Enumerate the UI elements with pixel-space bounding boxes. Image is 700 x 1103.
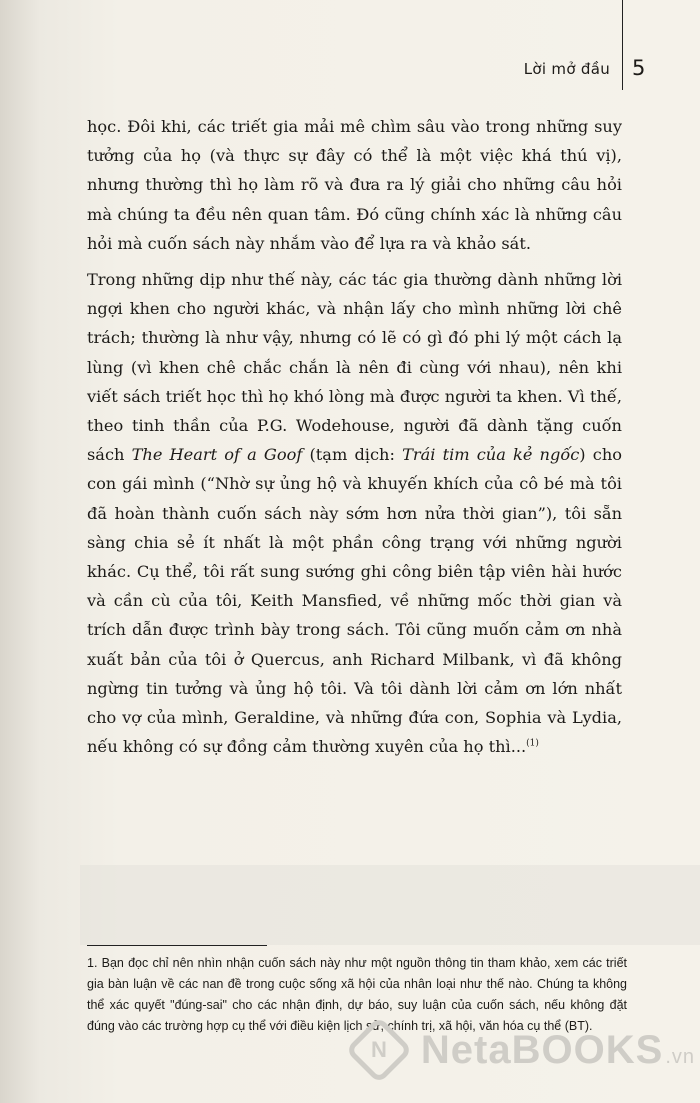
header-divider [622, 0, 623, 90]
book-title-vi: Trái tim của kẻ ngốc [402, 445, 580, 465]
paragraph-2-part-b: (tạm dịch: [302, 445, 403, 465]
book-title-en: The Heart of a Goof [131, 445, 303, 465]
paragraph-2-part-c: ) cho con gái mình (“Nhờ sự ủng hộ và khuyến khích của cô bé mà tôi đã hoàn thành cuốn sách này sớm hơn nửa thời gian”), tôi sẵn sàng chia sẻ ít nhất là một phần công trạng với những người khác. Cụ thể, tôi rất sung sướng ghi công biên tập viên hài hước và cần cù của tôi, Keith Mansfied, về những mốc thời gian và trích dẫn được trình bày trong sách. Tôi cũng muốn cảm ơn nhà xuất bản của tôi ở Quercus, anh Richard Milbank, vì đã không ngừng tin tưởng và ủng hộ tôi. Và tôi dành lời cảm ơn lớn nhất cho vợ của mình, Geraldine, và những đứa con, Sophia và Lydia, nếu không có sự đồng cảm thường xuyên của họ thì... [87, 445, 622, 757]
paragraph-2-part-a: Trong những dịp như thế này, các tác gia thường dành những lời ngợi khen cho người khác, và nhận lấy cho mình những lời chê trách; thường là như vậy, nhưng có lẽ có gì đó phi lý một cách lạ lùng (vì khen chê chắc chắn là nên đi cùng với nhau), nên khi viết sách triết học thì họ khó lòng mà được người ta khen. Vì thế, theo tinh thần của P.G. Wodehouse, người đã dành tặng cuốn sách [87, 270, 622, 465]
paragraph-2 [87, 265, 622, 761]
paragraph-1: học. Đôi khi, các triết gia mải mê chìm sâu vào trong những suy tưởng của họ (và thực sự đây có thể là một việc khá thú vị), nhưng thường thì họ làm rõ và đưa ra lý giải cho những câu hỏi mà chúng ta đều nên quan tâm. Đó cũng chính xác là những câu hỏi mà cuốn sách này nhắm vào để lựa ra và khảo sát. [87, 117, 622, 253]
watermark-logo-icon: N [345, 1016, 413, 1084]
footnote-text: 1. Bạn đọc chỉ nên nhìn nhận cuốn sách này như một nguồn thông tin tham khảo, xem các triết gia bàn luận về các nan đề trong cuộc sống xã hội của nhân loại như thế nào. Chúng ta không thể xác quyết "đúng-sai" cho các nhận định, dự báo, suy luận của cuốn sách, nếu không đặt đúng vào các trường hợp cụ thể với điều kiện lịch sử, chính trị, xã hội, văn hóa cụ thể (BT). [87, 956, 627, 1033]
footnote-divider [87, 945, 267, 946]
page-number: 5 [632, 56, 646, 80]
footnote-marker: (1) [526, 738, 539, 749]
show-through-band [80, 865, 700, 945]
body-text [87, 112, 622, 768]
watermark [355, 1020, 695, 1080]
watermark-brand: NetaBOOKS .vn [420, 1027, 695, 1072]
running-header-title: Lời mở đầu [523, 60, 610, 78]
